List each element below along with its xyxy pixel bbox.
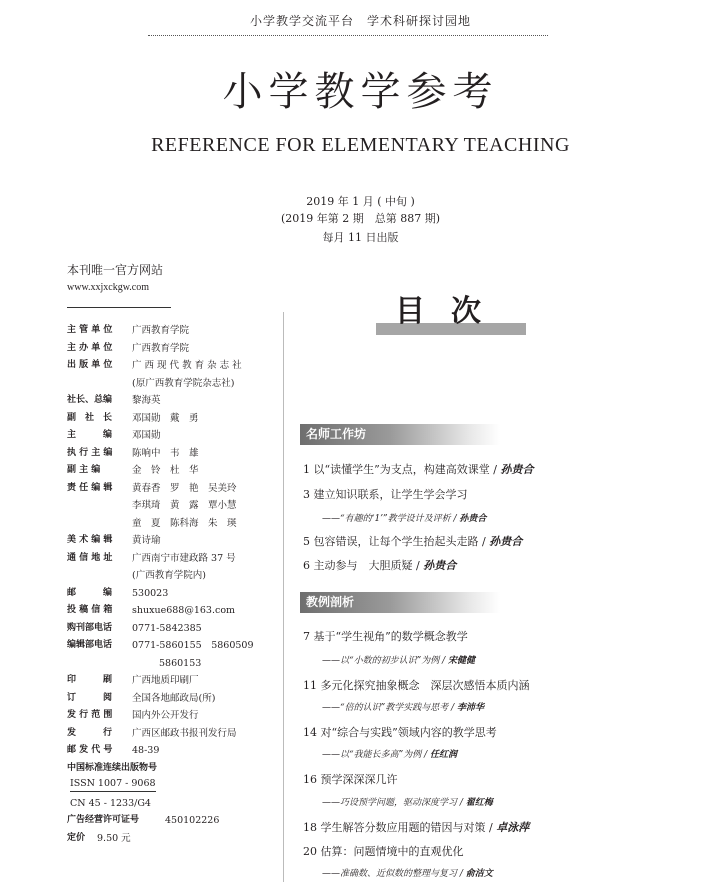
toc-author: 孙贵合	[489, 535, 523, 548]
info-label: 执 行 主 编	[67, 447, 113, 458]
info-value: 450102226	[165, 815, 220, 826]
toc-author: 孙贵合	[423, 559, 457, 572]
info-value: 广西教育学院	[132, 325, 190, 336]
publish-schedule: 每月 11 日出版	[322, 231, 399, 244]
info-label: 主 管 单 位	[67, 325, 113, 335]
info-label: 邮 发 代 号	[67, 745, 113, 755]
cn-number: CN 45 - 1233/G4	[70, 797, 151, 809]
info-label: 副 主 编	[67, 465, 101, 475]
contents-heading: 目次	[395, 294, 507, 329]
issue-date: 2019 年 1 月 ( 中旬 )	[306, 195, 415, 208]
toc-entry[interactable]: 7 基于“学生视角”的数学概念教学	[303, 630, 468, 643]
toc-subtitle[interactable]: ——以“我能长多高”为例 / 任红润	[322, 750, 457, 760]
toc-subtitle[interactable]: ——以“小数的初步认识”为例 / 宋健健	[322, 656, 475, 666]
toc-author: 李沛华	[456, 703, 484, 713]
info-value: 广西南宁市建政路 37 号	[132, 552, 236, 564]
info-label: 印 刷	[67, 675, 113, 685]
section-header-jiaoli: 教例剖析	[300, 592, 500, 613]
issue-number: (2019 年第 2 期 总第 887 期)	[280, 212, 441, 225]
info-value: 0771-5860155 5860509	[132, 640, 254, 651]
toc-entry[interactable]: 20 估算：问题情境中的直观优化	[303, 845, 464, 858]
toc-entry[interactable]: 11 多元化探究抽象概念 深层次感悟本质内涵	[303, 679, 530, 692]
info-value: 全国各地邮政局(所)	[132, 692, 216, 704]
dotted-divider	[148, 35, 548, 36]
info-value: 0771-5842385	[132, 622, 202, 634]
toc-entry[interactable]: 18 学生解答分数应用题的错因与对策 / 卓泳萍	[303, 821, 530, 834]
info-value: 陈响中 韦 雄	[132, 447, 199, 459]
journal-title-cn: 小学教学参考	[222, 69, 499, 115]
info-label: 主 编	[67, 430, 113, 440]
toc-subtitle[interactable]: ——“倍的认识”教学实践与思考 / 李沛华	[322, 703, 484, 713]
toc-subtitle[interactable]: ——巧设预学问题，驱动深度学习 / 翟红梅	[322, 798, 493, 808]
info-label: 购刊部电话	[67, 622, 113, 633]
info-label: 中国标准连续出版物号	[67, 762, 158, 773]
tagline: 小学教学交流平台 学术科研探讨园地	[249, 14, 471, 28]
info-label: 订 阅	[67, 692, 113, 703]
info-value: (原广西教育学院杂志社)	[132, 377, 235, 389]
info-value: 李琪琦 黄 露 覃小慧	[132, 500, 237, 511]
toc-author: 俞洁文	[465, 869, 493, 879]
toc-author: 孙贵合	[459, 514, 487, 524]
website-underline	[67, 307, 171, 308]
info-value: 48-39	[132, 745, 160, 756]
info-value: 黄春香 罗 艳 吴美玲	[132, 482, 237, 494]
toc-entry[interactable]: 1 以“读懂学生”为支点，构建高效课堂 / 孙贵合	[303, 463, 534, 476]
price: 9.50 元	[97, 832, 131, 844]
website-label: 本刊唯一官方网站	[67, 263, 164, 277]
column-divider	[283, 312, 284, 882]
info-value: 黄诗瑜	[132, 535, 161, 546]
info-label: 广告经营许可证号	[67, 815, 140, 825]
info-value: 广西区邮政书报刊发行局	[132, 727, 237, 739]
toc-author: 卓泳萍	[496, 821, 530, 834]
toc-entry[interactable]: 6 主动参与 大胆质疑 / 孙贵合	[303, 559, 457, 572]
info-label: 编辑部电话	[67, 640, 113, 650]
info-label: 通 信 地 址	[67, 552, 113, 563]
submission-email[interactable]: shuxue688@163.com	[132, 605, 236, 616]
info-label: 副 社 长	[67, 412, 113, 423]
info-value: 黎海英	[132, 395, 161, 406]
info-label: 邮 编	[67, 587, 113, 598]
info-value: 广西教育学院	[132, 342, 190, 354]
toc-entry[interactable]: 16 预学深深深几许	[303, 773, 398, 786]
journal-title-en: REFERENCE FOR ELEMENTARY TEACHING	[151, 134, 570, 156]
info-value: 广 西 现 代 教 育 杂 志 社	[132, 360, 242, 371]
toc-entry[interactable]: 3 建立知识联系，让学生学会学习	[303, 488, 468, 501]
info-label: 发 行	[67, 727, 113, 738]
info-label: 发 行 范 围	[67, 710, 113, 720]
info-label: 责 任 编 辑	[67, 482, 113, 493]
info-value: 广西地质印刷厂	[132, 675, 199, 686]
info-label: 主 办 单 位	[67, 342, 113, 353]
toc-subtitle[interactable]: ——准确数、近似数的整理与复习 / 俞洁文	[322, 869, 493, 879]
issn: ISSN 1007 - 9068	[70, 777, 156, 792]
toc-author: 孙贵合	[500, 463, 534, 476]
info-value: (广西教育学院内)	[132, 570, 206, 581]
toc-author: 宋健健	[447, 656, 475, 666]
info-value: 邓国勋 戴 勇	[132, 412, 199, 424]
info-value: 邓国勋	[132, 430, 161, 441]
toc-author: 翟红梅	[465, 798, 493, 808]
info-label: 出 版 单 位	[67, 360, 113, 370]
toc-entry[interactable]: 5 包容错误，让每个学生抬起头走路 / 孙贵合	[303, 535, 523, 548]
info-value: 5860153	[159, 657, 202, 669]
info-value: 国内外公开发行	[132, 710, 199, 721]
info-value: 金 铃 杜 华	[132, 465, 199, 476]
info-value: 童 夏 陈科海 朱 瑛	[132, 517, 237, 529]
info-label: 定价	[67, 832, 86, 843]
info-label: 社长、总编	[67, 395, 113, 405]
section-header-mingshi: 名师工作坊	[300, 424, 500, 445]
info-label: 美 术 编 辑	[67, 535, 113, 545]
info-label: 投 稿 信 箱	[67, 605, 113, 615]
toc-author: 任红润	[429, 750, 457, 760]
toc-subtitle[interactable]: ——“有趣的‘1’”教学设计及评析 / 孙贵合	[322, 514, 487, 524]
info-value: 530023	[132, 587, 169, 599]
toc-entry[interactable]: 14 对“综合与实践”领域内容的教学思考	[303, 726, 497, 739]
website-url[interactable]: www.xxjxckgw.com	[67, 282, 150, 293]
